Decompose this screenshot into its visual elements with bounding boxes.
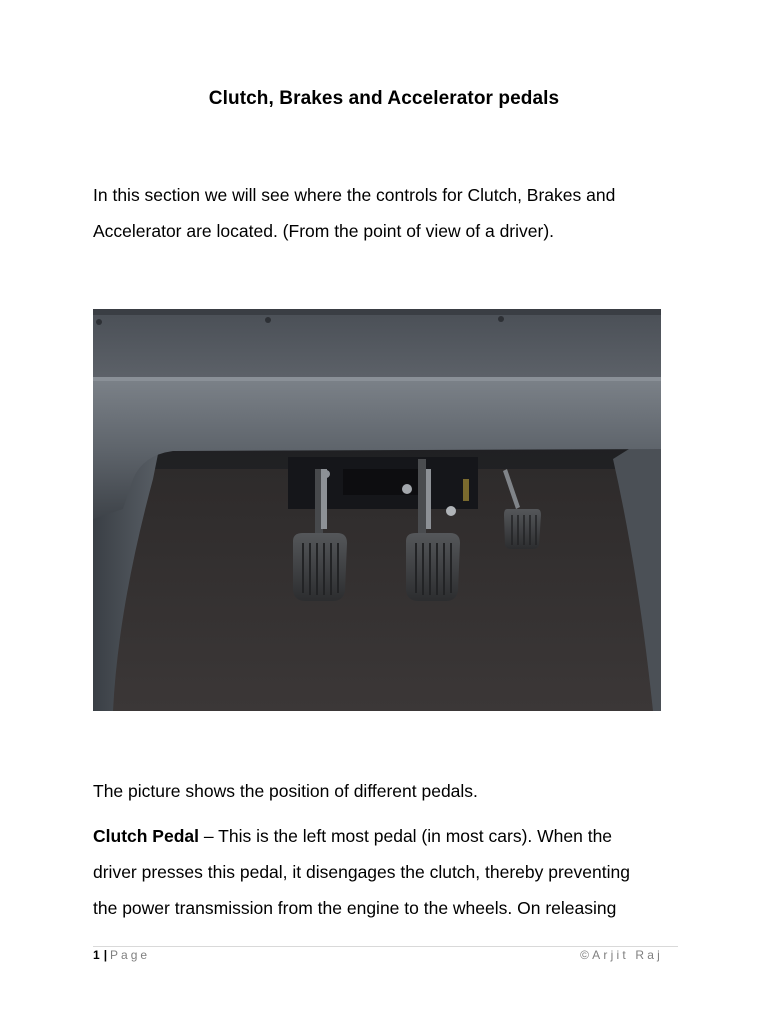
page-separator: | xyxy=(103,948,108,962)
pedals-photo xyxy=(93,309,661,711)
page-number: 1 xyxy=(93,948,100,962)
footer-divider xyxy=(93,946,678,947)
clutch-line: the power transmission from the engine to the wheels. On releasing xyxy=(93,898,617,918)
intro-line: Accelerator are located. (From the point of view of a driver). xyxy=(93,221,555,241)
clutch-pedal-term: Clutch Pedal xyxy=(93,826,199,846)
page-word: Page xyxy=(110,948,151,962)
intro-line: In this section we will see where the controls for Clutch, Brakes and xyxy=(93,185,616,205)
clutch-line: driver presses this pedal, it disengages the clutch, thereby preventing xyxy=(93,862,630,882)
page-footer xyxy=(93,948,150,962)
photo-caption: The picture shows the position of different pedals. xyxy=(93,781,478,801)
intro-paragraph xyxy=(93,177,683,249)
clutch-line xyxy=(93,818,683,854)
page-title: Clutch, Brakes and Accelerator pedals xyxy=(208,88,560,109)
clutch-line-text: – This is the left most pedal (in most cars). When the xyxy=(199,826,613,846)
copyright-text: ©Arjit Raj xyxy=(580,948,663,962)
clutch-pedal-paragraph xyxy=(93,818,683,926)
